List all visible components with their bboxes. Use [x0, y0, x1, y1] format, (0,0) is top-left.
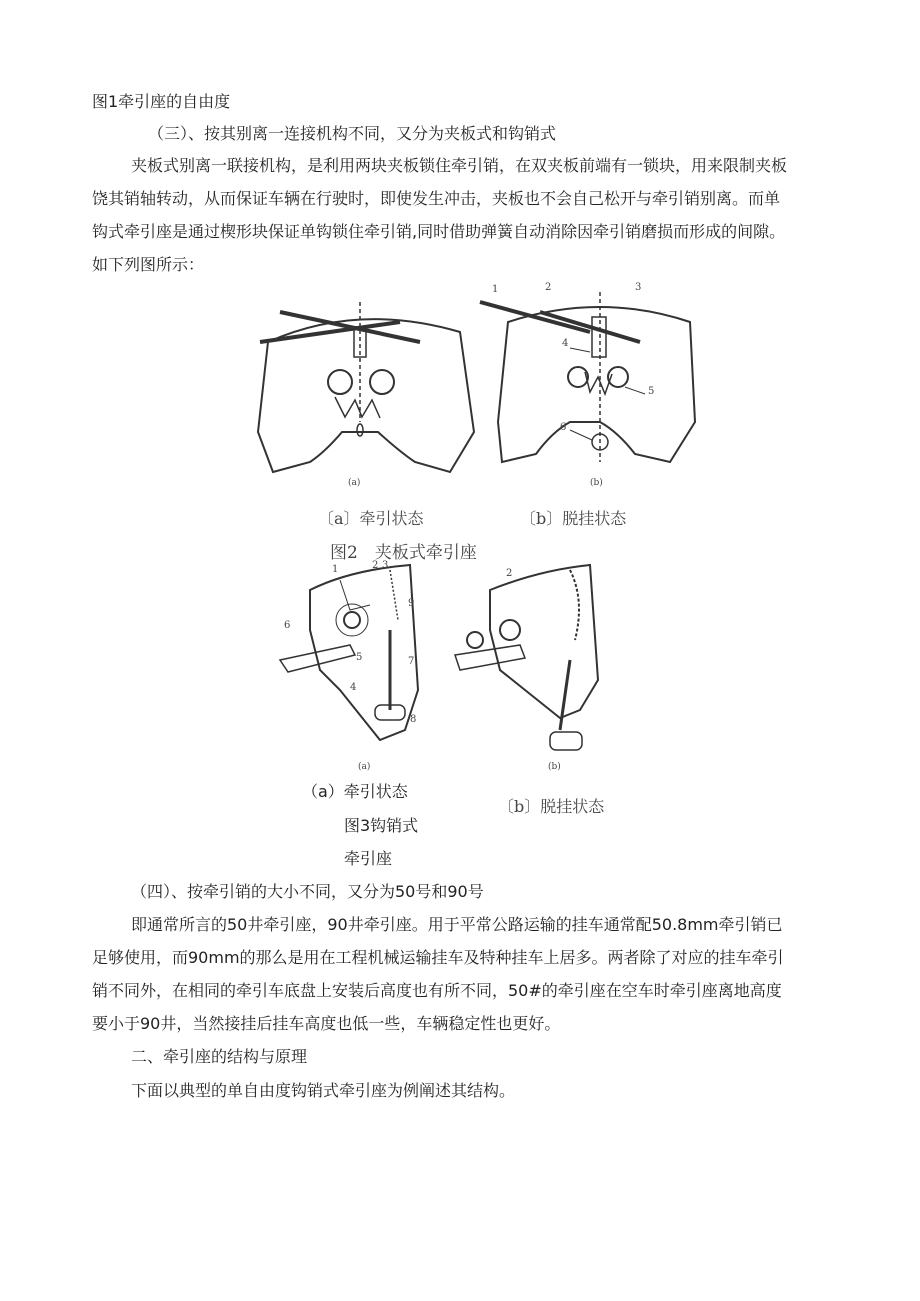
para2-line1: 即通常所言的50井牵引座，90井牵引座。用于平常公路运输的挂车通常配50.8mm牵引销已: [131, 915, 783, 934]
para2-line3: 销不同外，在相同的牵引车底盘上安装后高度也有所不同，50#的牵引座在空车时牵引座离地高度: [92, 981, 782, 1000]
figure2-callout-4: 4: [562, 338, 569, 349]
figure3-label-b: 〔b〕脱挂状态: [498, 797, 605, 816]
figure2-label-b: 〔b〕脱挂状态: [520, 509, 627, 528]
figure2-drawing: [240, 282, 700, 504]
figure2-label-a: 〔a〕牵引状态: [318, 509, 424, 528]
figure3-sub-a-tag: (a): [358, 762, 371, 772]
para1-line2: 饶其销轴转动，从而保证车辆在行驶时，即使发生冲击，夹板也不会自己松开与牵引销别离。而单: [92, 189, 781, 208]
figure3-callout-5: 5: [356, 652, 363, 663]
figure3-callout-4: 4: [350, 682, 357, 693]
fifth-wheel-plate-a: [258, 302, 474, 472]
section3-heading: （三）、按其别离一连接机构不同，又分为夹板式和钩销式: [148, 124, 557, 143]
figure3-callout-9: 9: [408, 598, 415, 609]
figure3-sub-b-tag: (b): [548, 762, 561, 772]
figure2-callout-5: 5: [648, 386, 655, 397]
figure2-callout-1: 1: [492, 284, 499, 295]
para3: 下面以典型的单自由度钩销式牵引座为例阐述其结构。: [131, 1081, 516, 1100]
figure3-callout-2: 2: [372, 560, 379, 571]
figure2-sub-b-tag: (b): [590, 478, 603, 488]
fifth-wheel-plate-b: [480, 292, 695, 462]
figure2-caption: 图2 夹板式牵引座: [330, 543, 477, 563]
figure3-drawing: [270, 560, 650, 780]
para2-line2: 足够使用，而90mm的那么是用在工程机械运输挂车及特种挂车上居多。两者除了对应的挂车牵引: [92, 948, 784, 967]
fig1-caption: 图1牵引座的自由度: [92, 92, 231, 111]
figure3-caption-line1: 图3钩销式: [344, 816, 419, 835]
hook-coupler-b: [455, 565, 598, 750]
figure2-callout-2: 2: [545, 282, 552, 293]
para1-line1: 夹板式别离一联接机构，是利用两块夹板锁住牵引销，在双夹板前端有一锁块，用来限制夹板: [131, 156, 788, 175]
figure2-sub-a-tag: (a): [348, 478, 361, 488]
figure3-caption-line2: 牵引座: [344, 849, 393, 868]
figure3-callout-1: 1: [332, 564, 339, 575]
figure3-label-a: （a）牵引状态: [302, 782, 408, 801]
para2-line4: 要小于90井，当然接挂后挂车高度也低一些，车辆稳定性也更好。: [92, 1014, 561, 1033]
figure3-callout-7: 7: [408, 656, 415, 667]
para1-line4: 如下列图所示：: [92, 255, 205, 274]
figure3-callout-8: 8: [410, 714, 417, 725]
figure3-callout-b-2: 2: [506, 568, 513, 579]
para1-line3: 钩式牵引座是通过楔形块保证单钩锁住牵引销,同时借助弹簧自动消除因牵引销磨损而形成的间隙。: [92, 222, 786, 241]
figure3-callout-3: 3: [382, 560, 389, 571]
figure2-callout-3: 3: [635, 282, 642, 293]
hook-coupler-a: [280, 565, 418, 740]
figure2-callout-6: 6: [560, 422, 567, 433]
section4-heading: （四）、按牵引销的大小不同，又分为50号和90号: [131, 882, 484, 901]
figure3-callout-6: 6: [284, 620, 291, 631]
section2-heading: 二、牵引座的结构与原理: [131, 1047, 308, 1066]
